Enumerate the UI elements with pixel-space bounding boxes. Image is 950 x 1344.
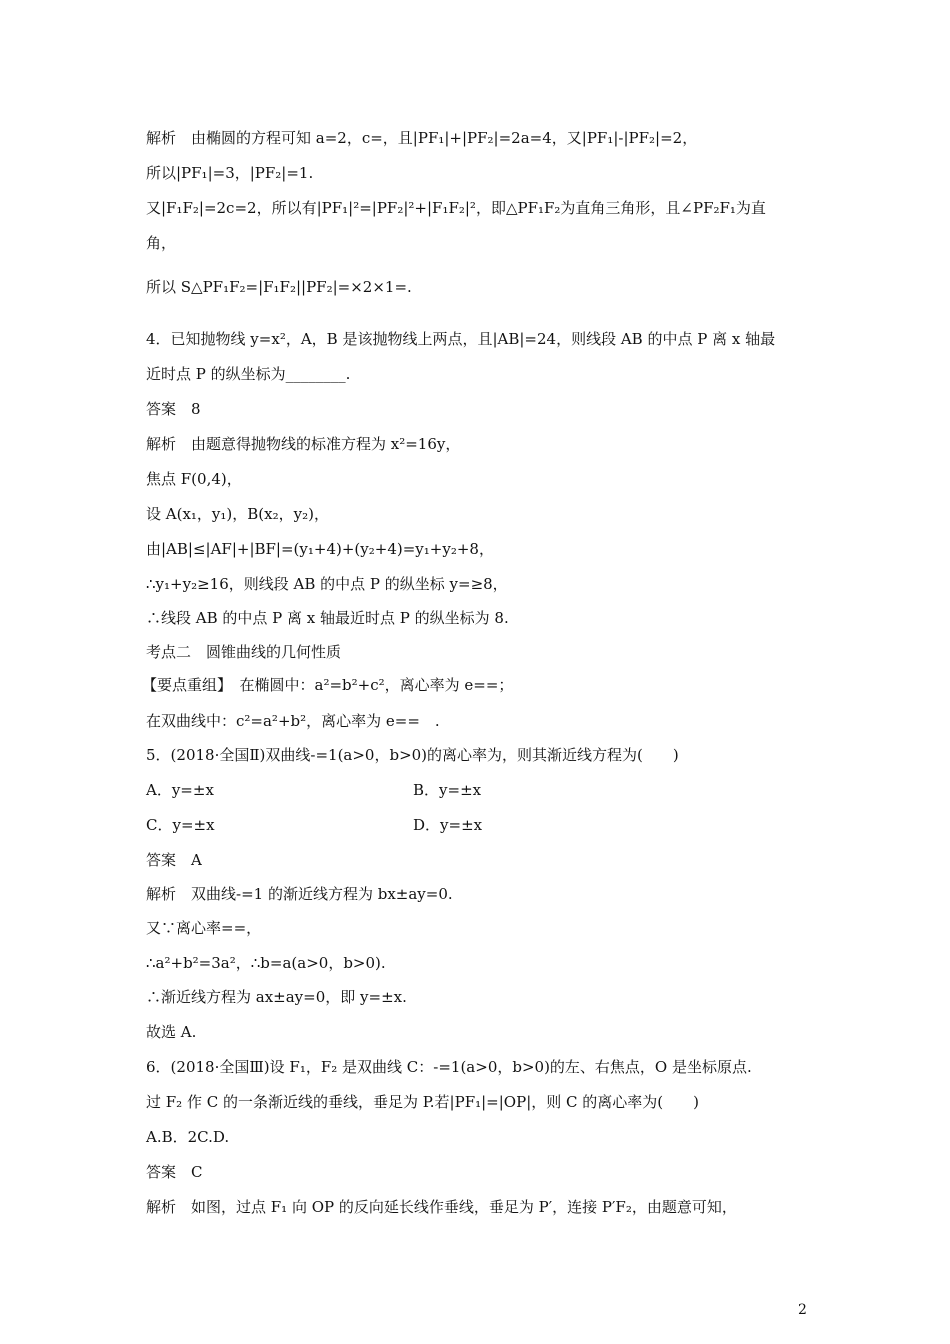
answer: 答案 A xyxy=(146,851,202,869)
option-a: A．y=±x xyxy=(146,781,214,799)
text-line: 答案 8 xyxy=(146,400,201,418)
text-line: 4．已知抛物线 y=x²，A，B 是该抛物线上两点，且|AB|=24，则线段 AB 的中点 P 离 x 轴最 xyxy=(146,330,776,348)
text-line: 所以|PF₁|=3，|PF₂|=1. xyxy=(146,164,314,182)
text-line: 设 A(x₁，y₁)，B(x₂，y₂)， xyxy=(146,505,329,523)
text-line: 过 F₂ 作 C 的一条渐近线的垂线，垂足为 P.若|PF₁|=|OP|，则 C 的离心率为( ) xyxy=(146,1093,699,1111)
text-line: ∴y₁+y₂≥16，则线段 AB 的中点 P 的纵坐标 y=≥8， xyxy=(146,575,508,593)
page-number: 2 xyxy=(798,1302,807,1318)
option-c: C．y=±x xyxy=(146,816,215,834)
text-line: ∴a²+b²=3a²，∴b=a(a>0，b>0). xyxy=(146,954,386,972)
option-d: D．y=±x xyxy=(413,816,483,834)
text-line: 所以 S△PF₁F₂=|F₁F₂||PF₂|=×2×1=. xyxy=(146,278,412,296)
text-line: 在双曲线中：c²=a²+b²，离心率为 e== . xyxy=(146,712,440,730)
text-line: 角， xyxy=(146,234,177,252)
text-line: 近时点 P 的纵坐标为________. xyxy=(146,365,351,383)
question-6: 6．(2018·全国Ⅲ)设 F₁，F₂ 是双曲线 C：-=1(a>0，b>0)的左、右焦点，O 是坐标原点. xyxy=(146,1058,752,1076)
text-line: 焦点 F(0,4)， xyxy=(146,470,242,488)
text-line: 故选 A. xyxy=(146,1023,197,1041)
question-5: 5．(2018·全国Ⅱ)双曲线-=1(a>0，b>0)的离心率为，则其渐近线方程为( ) xyxy=(146,746,679,764)
section-heading: 考点二 圆锥曲线的几何性质 xyxy=(146,643,342,661)
text-line: 由|AB|≤|AF|+|BF|=(y₁+4)+(y₂+4)=y₁+y₂+8， xyxy=(146,540,494,558)
text-line: 解析 双曲线-=1 的渐近线方程为 bx±ay=0. xyxy=(146,885,453,903)
text-line: 解析 由题意得抛物线的标准方程为 x²=16y， xyxy=(146,435,461,453)
text-line: 又|F₁F₂|=2c=2，所以有|PF₁|²=|PF₂|²+|F₁F₂|²，即△PF₁F₂为直角三角形，且∠PF₂F₁为直 xyxy=(146,199,766,217)
key-points: 【要点重组】 在椭圆中：a²=b²+c²，离心率为 e==； xyxy=(142,676,514,694)
text-line: 解析 如图，过点 F₁ 向 OP 的反向延长线作垂线，垂足为 P′，连接 P′F₂，由题意可知， xyxy=(146,1198,737,1216)
text-line: ∴渐近线方程为 ax±ay=0，即 y=±x. xyxy=(146,988,407,1006)
text-line: 解析 由椭圆的方程可知 a=2，c=，且|PF₁|+|PF₂|=2a=4，又|PF₁|-|PF₂|=2， xyxy=(146,129,698,147)
text-line: ∴线段 AB 的中点 P 离 x 轴最近时点 P 的纵坐标为 8. xyxy=(146,609,509,627)
text-line: 又∵离心率==， xyxy=(146,919,262,937)
options: A.B．2C.D. xyxy=(146,1128,230,1146)
answer: 答案 C xyxy=(146,1163,203,1181)
option-b: B．y=±x xyxy=(413,781,482,799)
